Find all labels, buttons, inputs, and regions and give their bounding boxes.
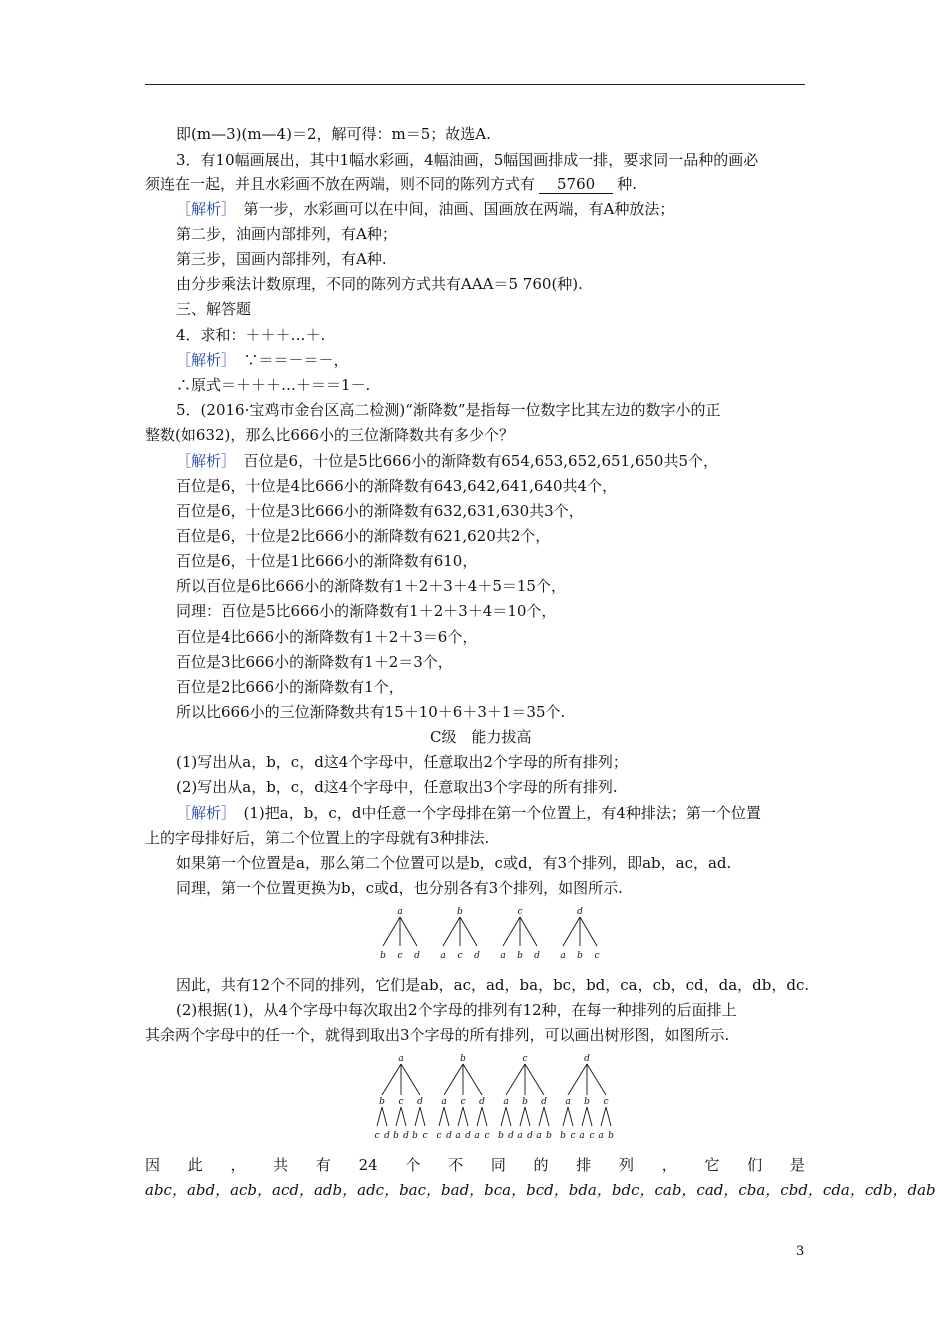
question-2: (2)写出从a，b，c，d这4个字母中，任意取出3个字母的所有排列.: [176, 778, 618, 796]
tree-root-letter: d: [577, 907, 583, 917]
tree-branch: [439, 1107, 444, 1126]
solution-line: [176, 199, 674, 219]
tree-branch: [563, 917, 580, 946]
tree-branch: [443, 917, 460, 946]
tree-leaf-letter: d: [446, 1131, 452, 1141]
tree-branch: [460, 917, 477, 946]
tree-leaf-letter: b: [498, 1131, 504, 1141]
tree-branch: [477, 1107, 482, 1126]
tree-leaf-letter: b: [608, 1131, 614, 1141]
tree-leaf-letter: d: [384, 1131, 390, 1141]
tree-mid-letter: a: [565, 1097, 571, 1107]
justified-word: 个: [405, 1156, 421, 1174]
text-line: 百位是3比666小的渐降数有1＋2＝3个，: [176, 653, 453, 671]
tree-branch: [444, 1107, 449, 1126]
text-line: 其余两个字母中的任一个，就得到取出3个字母的所有排列，可以画出树形图，如图所示.: [145, 1026, 730, 1044]
solution-line: [176, 350, 349, 370]
text-line: 上的字母排好后，第二个位置上的字母就有3种排法.: [145, 829, 490, 847]
tree-leaf-letter: d: [403, 1131, 409, 1141]
section-heading: 三、解答题: [176, 300, 252, 318]
tree-branch: [415, 1107, 420, 1126]
tree-branch: [520, 917, 537, 946]
tree-leaf-letter: a: [579, 1131, 585, 1141]
tree-mid-letter: a: [441, 1097, 447, 1107]
tree-branch: [563, 1107, 568, 1126]
justified-word: 不: [448, 1156, 464, 1174]
text-line: 所以比666小的三位渐降数共有15＋10＋6＋3＋1＝35个.: [176, 703, 566, 721]
text-line: 由分步乘法计数原理，不同的陈列方式共有AAA＝5 760(种).: [176, 275, 583, 293]
tree-branch: [582, 1107, 587, 1126]
problem-3-line-2: [145, 174, 637, 194]
header-rule: [145, 84, 805, 85]
tree-branch: [396, 1107, 401, 1126]
text-line: ∴原式＝＋＋＋…＋＝＝1－.: [176, 376, 371, 394]
question-1: (1)写出从a，b，c，d这4个字母中，任意取出2个字母的所有排列；: [176, 753, 628, 771]
page-number: 3: [796, 1244, 805, 1259]
tree-leaf-letter: a: [440, 951, 446, 961]
solution-text: (1)把a，b，c，d中任意一个字母排在第一个位置上，有4种排法；第一个位置: [243, 804, 761, 822]
tree-leaf-letter: c: [436, 1131, 442, 1141]
solution-text: ∵＝＝－＝－，: [243, 351, 349, 369]
tree-leaf-letter: b: [393, 1131, 399, 1141]
justified-word: 24: [358, 1156, 378, 1174]
text-line: 百位是2比666小的渐降数有1个，: [176, 678, 404, 696]
text-line: 同理，第一个位置更换为b，c或d，也分别各有3个排列，如图所示.: [176, 879, 623, 897]
solution-line: [176, 451, 718, 471]
tree-branch: [506, 1107, 511, 1126]
tree-branch: [482, 1107, 487, 1126]
tree-leaf-letter: b: [560, 1131, 566, 1141]
tree-leaf-letter: d: [465, 1131, 471, 1141]
text-line: 第二步，油画内部排列，有A种；: [176, 225, 397, 243]
tree-branch: [377, 1107, 382, 1126]
text-line: 即(m—3)(m—4)＝2，解可得：m＝5；故选A.: [176, 125, 491, 143]
tree-mid-letter: c: [603, 1097, 609, 1107]
text-line: 同理：百位是5比666小的渐降数有1＋2＋3＋4＝10个，: [176, 602, 557, 620]
tree-branch: [525, 1064, 544, 1095]
tree-leaf-letter: c: [422, 1131, 428, 1141]
problem-3-line-1: 3．有10幅画展出，其中1幅水彩画，4幅油画，5幅国画排成一排，要求同一品种的画必: [176, 151, 759, 169]
text-line: (2)根据(1)，从4个字母中每次取出2个字母的排列有12种，在每一种排列的后面排上: [176, 1001, 737, 1019]
solution-text: 第一步，水彩画可以在中间，油画、国画放在两端，有A种放法；: [243, 200, 675, 218]
tree-root-letter: c: [517, 907, 523, 917]
text-line: 百位是6，十位是1比666小的渐降数有610，: [176, 552, 478, 570]
analysis-tag: ［解析］: [176, 351, 229, 369]
tree-mid-letter: b: [584, 1097, 590, 1107]
problem-3-text: 须连在一起，并且水彩画不放在两端，则不同的陈列方式有: [145, 175, 536, 193]
text-line: 因此，共有12个不同的排列，它们是ab，ac，ad，ba，bc，bd，ca，cb，cd，da，db，dc.: [176, 976, 810, 994]
tree-leaf-letter: c: [589, 1131, 595, 1141]
tree-leaf-letter: b: [412, 1131, 418, 1141]
tree-mid-letter: d: [541, 1097, 547, 1107]
tree-branch: [587, 1107, 592, 1126]
problem-5-line-1: 5．(2016·宝鸡市金台区高二检测)“渐降数”是指每一位数字比其左边的数字小的正: [176, 401, 721, 419]
tree-mid-letter: b: [379, 1097, 385, 1107]
tree-leaf-letter: d: [414, 951, 420, 961]
tree-branch: [580, 917, 597, 946]
tree-leaf-letter: d: [508, 1131, 514, 1141]
tree-branch: [463, 1064, 482, 1095]
tree-leaf-letter: a: [560, 951, 566, 961]
answer-blank: 5760: [539, 176, 613, 194]
tree-branch: [501, 1107, 506, 1126]
tree-branch: [601, 1107, 606, 1126]
level-heading: C级 能力拔高: [430, 728, 532, 746]
tree-leaf-letter: c: [570, 1131, 576, 1141]
justified-word: 此: [187, 1156, 203, 1174]
tree-root-letter: b: [460, 1054, 466, 1064]
tree-branch: [420, 1107, 425, 1126]
tree-leaf-letter: d: [474, 951, 480, 961]
tree-leaf-letter: a: [474, 1131, 480, 1141]
justified-word: 同: [490, 1156, 506, 1174]
tree-branch: [520, 1107, 525, 1126]
text-line: 如果第一个位置是a，那么第二个位置可以是b，c或d，有3个排列，即ab，ac，ad.: [176, 854, 732, 872]
tree-leaf-letter: c: [484, 1131, 490, 1141]
tree-leaf-letter: b: [577, 951, 583, 961]
justified-word: 它: [704, 1156, 720, 1174]
tree-branch: [525, 1107, 530, 1126]
tree-leaf-letter: a: [500, 951, 506, 961]
tree-leaf-letter: b: [380, 951, 386, 961]
justified-word: 因: [145, 1156, 161, 1174]
tree-diagram-two-letters: [370, 904, 610, 962]
justified-line: [145, 1155, 805, 1175]
analysis-tag: ［解析］: [176, 452, 229, 470]
justified-word: 排: [576, 1156, 592, 1174]
tree-branch: [382, 1107, 387, 1126]
justified-word: 们: [747, 1156, 763, 1174]
tree-leaf-letter: a: [455, 1131, 461, 1141]
justified-word: ，: [230, 1156, 246, 1174]
tree-branch: [606, 1107, 611, 1126]
tree-leaf-letter: a: [598, 1131, 604, 1141]
justified-word: 是: [789, 1156, 805, 1174]
tree-branch: [401, 1107, 406, 1126]
tree-root-letter: c: [522, 1054, 528, 1064]
tree-leaf-letter: d: [527, 1131, 533, 1141]
tree-branch: [400, 917, 417, 946]
tree-mid-letter: c: [398, 1097, 404, 1107]
tree-root-letter: a: [398, 1054, 404, 1064]
tree-leaf-letter: c: [594, 951, 600, 961]
problem-3-tail: 种.: [617, 175, 637, 193]
tree-leaf-letter: a: [536, 1131, 542, 1141]
tree-root-letter: d: [584, 1054, 590, 1064]
tree-leaf-letter: c: [374, 1131, 380, 1141]
text-line: 百位是4比666小的渐降数有1＋2＋3＝6个，: [176, 628, 478, 646]
tree-branch: [506, 1064, 525, 1095]
justified-word: ，: [661, 1156, 677, 1174]
solution-text: 百位是6，十位是5比666小的渐降数有654,653,652,651,650共5个，: [243, 452, 719, 470]
text-line: 所以百位是6比666小的渐降数有1＋2＋3＋4＋5＝15个，: [176, 577, 566, 595]
text-line: 第三步，国画内部排列，有A种.: [176, 250, 387, 268]
tree-branch: [444, 1064, 463, 1095]
tree-branch: [539, 1107, 544, 1126]
tree-leaf-letter: a: [517, 1131, 523, 1141]
tree-mid-letter: a: [503, 1097, 509, 1107]
tree-leaf-letter: c: [397, 951, 403, 961]
tree-branch: [382, 1064, 401, 1095]
tree-branch: [568, 1064, 587, 1095]
analysis-tag: ［解析］: [176, 804, 229, 822]
solution-line: [176, 803, 761, 823]
tree-branch: [458, 1107, 463, 1126]
text-line: 百位是6，十位是4比666小的渐降数有643,642,641,640共4个，: [176, 477, 618, 495]
analysis-tag: ［解析］: [176, 200, 229, 218]
tree-diagram-three-letters: [366, 1052, 616, 1144]
tree-mid-letter: d: [479, 1097, 485, 1107]
tree-branch: [383, 917, 400, 946]
tree-branch: [503, 917, 520, 946]
tree-branch: [568, 1107, 573, 1126]
tree-mid-letter: b: [522, 1097, 528, 1107]
tree-mid-letter: d: [417, 1097, 423, 1107]
tree-leaf-letter: c: [457, 951, 463, 961]
tree-branch: [463, 1107, 468, 1126]
text-line: 百位是6，十位是3比666小的渐降数有632,631,630共3个，: [176, 502, 584, 520]
justified-word: 有: [315, 1156, 331, 1174]
tree-root-letter: a: [397, 907, 403, 917]
text-line: 百位是6，十位是2比666小的渐降数有621,620共2个，: [176, 527, 551, 545]
problem-4: 4．求和：＋＋＋…＋.: [176, 326, 326, 344]
justified-word: 共: [273, 1156, 289, 1174]
problem-5-line-2: 整数(如632)，那么比666小的三位渐降数共有多少个？: [145, 426, 514, 444]
tree-mid-letter: c: [460, 1097, 466, 1107]
justified-word: 的: [533, 1156, 549, 1174]
permutation-list: abc，abd，acb，acd，adb，adc，bac，bad，bca，bcd，bda，bdc，cab，cad，cba，cbd，cda，cdb，dab: [145, 1181, 936, 1199]
tree-branch: [544, 1107, 549, 1126]
tree-branch: [587, 1064, 606, 1095]
justified-word: 列: [618, 1156, 634, 1174]
tree-root-letter: b: [457, 907, 463, 917]
tree-leaf-letter: b: [517, 951, 523, 961]
tree-leaf-letter: b: [546, 1131, 552, 1141]
tree-branch: [401, 1064, 420, 1095]
tree-leaf-letter: d: [534, 951, 540, 961]
